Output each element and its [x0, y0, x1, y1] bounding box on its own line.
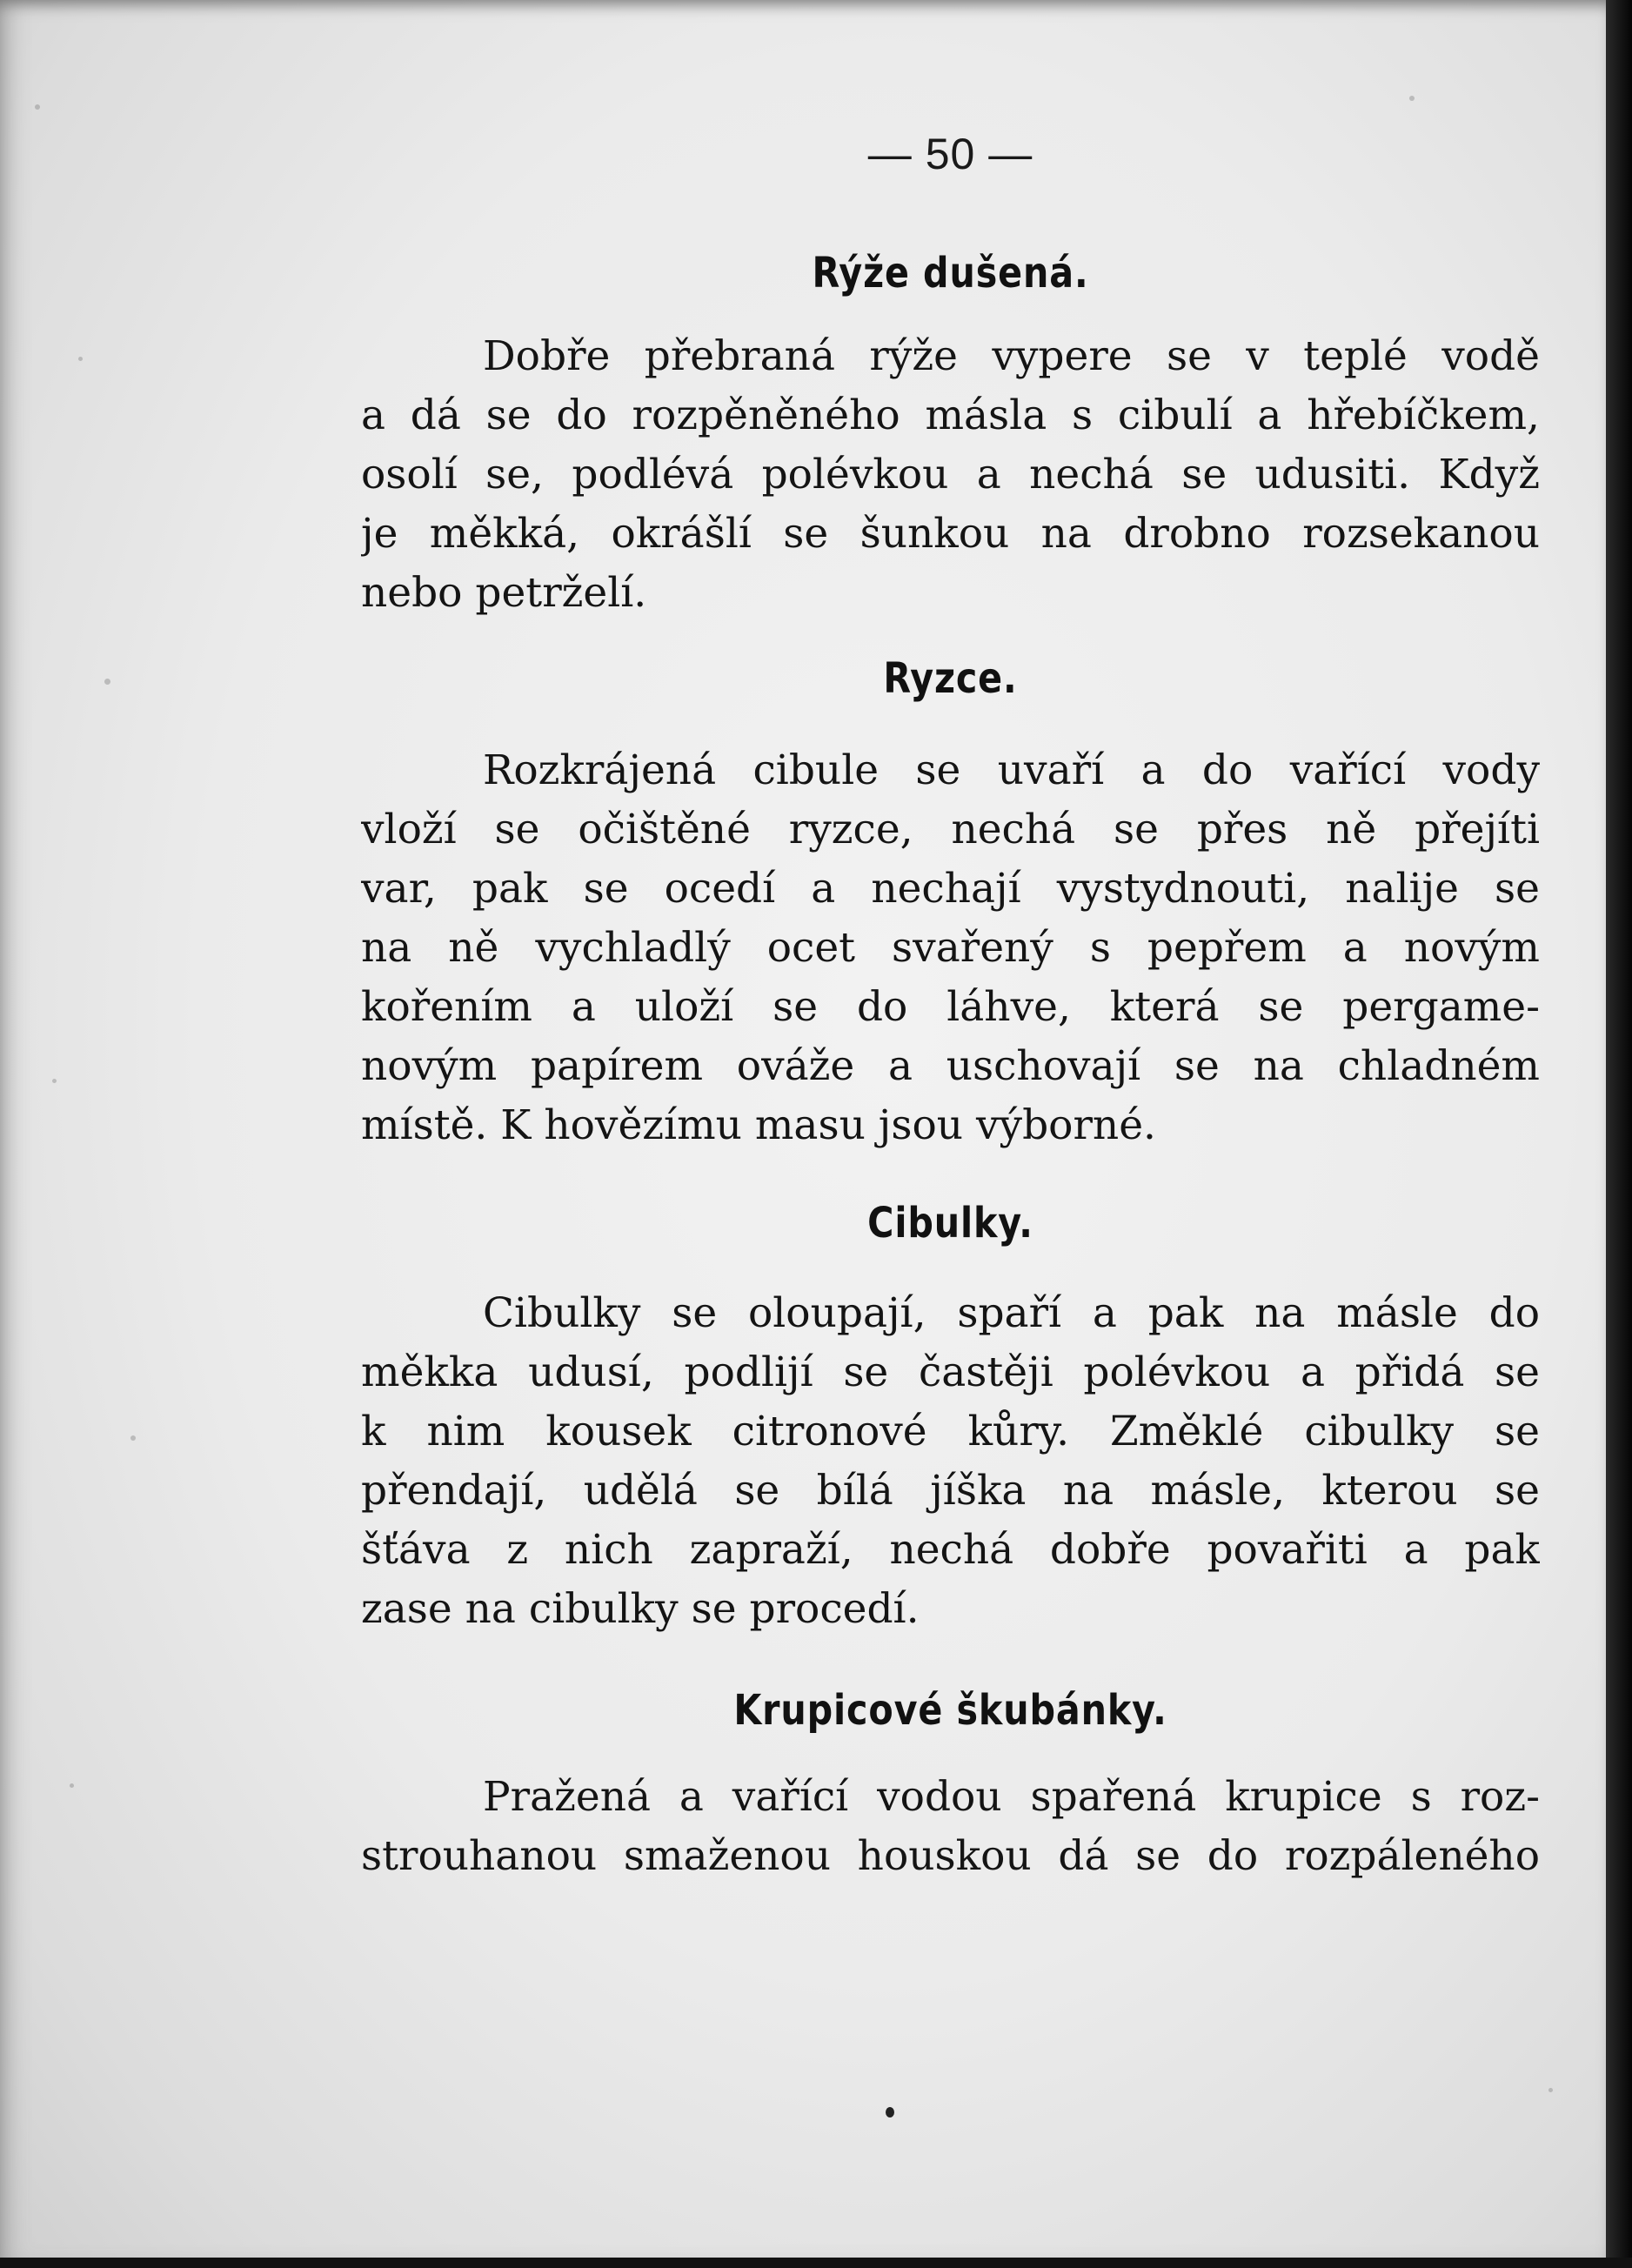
section-paragraph: [361, 1768, 1540, 1886]
page-binding-edge: [1606, 0, 1632, 2268]
page-number: — 50 —: [867, 130, 1033, 178]
paragraph-line: a dá se do rozpěněného másla s cibulí a hřebíčkem,: [361, 391, 1540, 439]
ink-dot: [886, 2107, 894, 2117]
paragraph-line: měkka udusí, podlijí se častěji polévkou a přidá se: [361, 1348, 1540, 1396]
paragraph-line: Cibulky se oloupají, spaří a pak na másle do: [483, 1289, 1540, 1337]
paragraph-line: var, pak se ocedí a nechají vystydnouti, nalije se: [361, 865, 1540, 913]
paragraph-line: Pražená a vařící vodou spařená krupice s roz-: [483, 1773, 1540, 1821]
paragraph-line: novým papírem ováže a uschovají se na chladném: [361, 1042, 1540, 1090]
paragraph-line: strouhanou smaženou houskou dá se do rozpáleného: [361, 1832, 1540, 1880]
section-title: Rýže dušená.: [812, 249, 1089, 298]
paragraph-line: Dobře přebraná rýže vypere se v teplé vodě: [483, 332, 1540, 380]
paragraph-line: k nim kousek citronové kůry. Změklé cibulky se: [361, 1408, 1540, 1455]
page-bottom-edge: [0, 2258, 1632, 2268]
scan-speck: [35, 104, 40, 110]
paragraph-line: šťáva z nich zapraží, nechá dobře povařiti a pak: [361, 1526, 1540, 1574]
paragraph-line: Rozkrájená cibule se uvaří a do vařící vody: [483, 746, 1540, 794]
section-paragraph: [361, 741, 1540, 1155]
scan-speck: [1548, 2088, 1553, 2092]
scan-speck: [1409, 96, 1415, 101]
paragraph-line: je měkká, okrášlí se šunkou na drobno rozsekanou: [361, 510, 1540, 558]
scan-speck: [70, 1783, 74, 1788]
paragraph-line: zase na cibulky se procedí.: [361, 1585, 920, 1633]
paragraph-line: místě. K hovězímu masu jsou výborné.: [361, 1101, 1156, 1149]
section-title: Cibulky.: [867, 1199, 1033, 1248]
paragraph-line: kořením a uloží se do láhve, která se pergame-: [361, 983, 1540, 1031]
section-title: Krupicové škubánky.: [733, 1686, 1167, 1735]
section-paragraph: [361, 1284, 1540, 1639]
scan-speck: [52, 1079, 57, 1083]
scan-speck: [104, 679, 110, 685]
paragraph-line: vloží se očištěné ryzce, nechá se přes ně přejíti: [361, 806, 1540, 853]
paragraph-line: nebo petrželí.: [361, 569, 647, 617]
paragraph-line: přendají, udělá se bílá jíška na másle, kterou se: [361, 1467, 1540, 1515]
section-title: Ryzce.: [883, 654, 1018, 703]
paragraph-line: na ně vychladlý ocet svařený s pepřem a novým: [361, 924, 1540, 972]
scan-speck: [130, 1435, 136, 1441]
scan-speck: [78, 357, 83, 361]
paragraph-line: osolí se, podlévá polévkou a nechá se udusiti. Když: [361, 451, 1540, 498]
section-paragraph: [361, 327, 1540, 623]
